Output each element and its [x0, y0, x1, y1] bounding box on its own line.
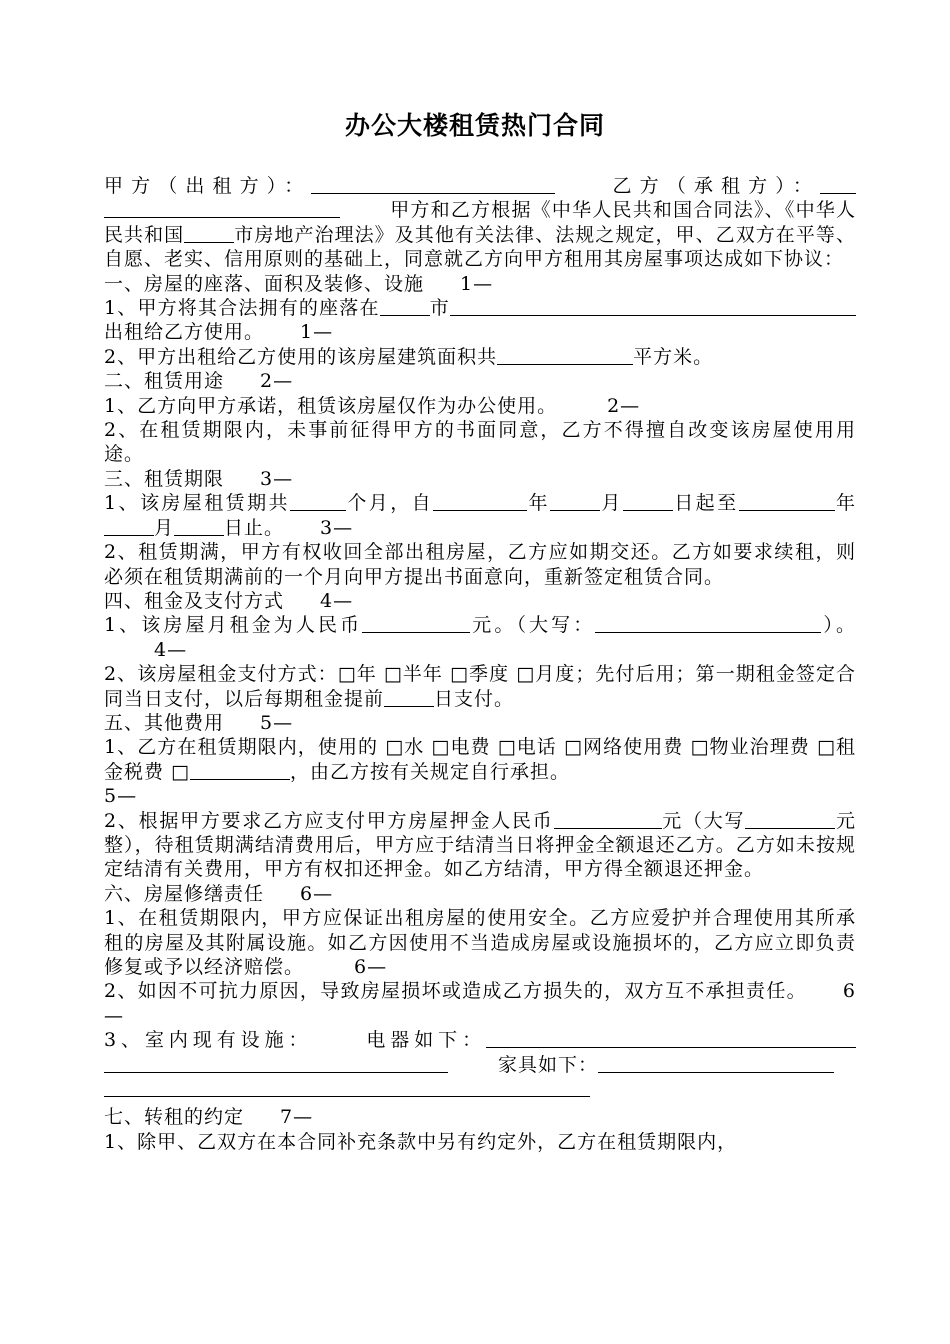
- end-year-blank-2: [813, 492, 835, 511]
- end-year-blank: [739, 492, 813, 511]
- start-month-blank: [550, 492, 600, 511]
- furniture-blank: [598, 1054, 834, 1073]
- area-blank: [497, 346, 633, 365]
- clause-5-1: 1、乙方在租赁期限内，使用的 □水 □电费 □电话 □网络使用费 □物业治理费 □租金税费 □ ，由乙方按有关规定自行承担。 5—: [104, 736, 856, 808]
- clause-1-1: 1、甲方将其合法拥有的座落在 市出租给乙方使用。 1—: [104, 296, 856, 345]
- clause-3-2: 2、租赁期满，甲方有权收回全部出租房屋，乙方应如期交还。乙方如要求续租，则必须在租赁期满前的一个月向甲方提出书面意向，重新签定租赁合同。: [104, 541, 856, 588]
- clause-3-1: 1、该房屋租赁期共 个月，自 年 月 日起至 年月 日止。 3—: [104, 492, 856, 539]
- section-5-heading: 五、其他费用 5—: [104, 711, 294, 734]
- deposit-amount-blank: [554, 810, 662, 829]
- rent-words-blank: [595, 614, 809, 633]
- section-3-heading: 三、租赁期限 3—: [104, 467, 294, 490]
- months-blank: [290, 492, 346, 511]
- clause-4-2: 2、该房屋租金支付方式：□年 □半年 □季度 □月度；先付后用；第一期租金签定合同当日支付，以后每期租金提前 日支付。: [104, 663, 856, 710]
- city-blank: [184, 224, 234, 243]
- deposit-words-blank: [745, 810, 767, 829]
- start-year-blank: [433, 492, 527, 511]
- rent-words-blank-2: [809, 614, 821, 633]
- address-blank-2: [800, 297, 856, 316]
- furniture-blank-2: [104, 1078, 590, 1097]
- address-blank: [450, 297, 800, 316]
- paragraph-parties: [104, 174, 856, 272]
- appliances-blank-2: [104, 1054, 448, 1073]
- preamble-text: 甲方和乙方根据《中华人民共和国合同法》、《中华人民共和国: [104, 199, 856, 246]
- clause-6-1: 1、在租赁期限内，甲方应保证出租房屋的使用安全。乙方应爱护并合理使用其所承租的房屋及其附属设施。如乙方因使用不当造成房屋或设施损坏的，乙方应立即负责修复或予以经济赔偿。 6—: [104, 907, 856, 978]
- clause-5-2: 2、根据甲方要求乙方应支付甲方房屋押金人民币 元（大写 元整），待租赁期满结清费用后，甲方应于结清当日将押金全额退还乙方。乙方如未按规定结清有关费用，甲方有权扣还押金。如乙方结清，甲方得全额退还押金。: [104, 809, 856, 881]
- clause-1-2: 2、甲方出租给乙方使用的该房屋建筑面积共 平方米。: [104, 345, 714, 368]
- appliances-blank: [486, 1029, 856, 1048]
- clause-4-1: 1、该房屋月租金为人民币 元。（大写： ）。4—: [104, 614, 856, 661]
- section-6-heading: 六、房屋修缮责任 6—: [104, 882, 334, 905]
- party-b-label: 乙方（承租方）：: [605, 175, 820, 197]
- location-blank: [380, 297, 430, 316]
- section-1-heading: 一、房屋的座落、面积及装修、设施 1—: [104, 272, 494, 295]
- party-b-blank: [820, 175, 856, 194]
- advance-days-blank: [384, 688, 434, 707]
- party-b-blank-2: [104, 199, 340, 218]
- document-body: [104, 174, 856, 1154]
- clause-2-2: 2、在租赁期限内，未事前征得甲方的书面同意，乙方不得擅自改变该房屋使用用途。: [104, 419, 856, 466]
- clause-6-3: 3、室内现有设施： 电器如下：家具如下：: [104, 1028, 856, 1101]
- party-a-blank: [311, 175, 555, 194]
- section-4-heading: 四、租金及支付方式 4—: [104, 589, 354, 612]
- deposit-words-blank-2: [767, 810, 835, 829]
- end-month-blank: [104, 517, 154, 536]
- section-7-heading: 七、转租的约定 7—: [104, 1106, 314, 1129]
- section-2-heading: 二、租赁用途 2—: [104, 370, 294, 393]
- preamble-text-2: 市房地产治理法》及其他有关法律、法规之规定，甲、乙双方在平等、自愿、老实、信用原则的基础上，同意就乙方向甲方租用其房屋事项达成如下协议：: [104, 223, 856, 271]
- clause-2-1: 1、乙方向甲方承诺，租赁该房屋仅作为办公使用。 2—: [104, 394, 641, 417]
- start-day-blank: [623, 492, 673, 511]
- document-title: 办公大楼租赁热门合同: [344, 111, 605, 140]
- end-day-blank: [174, 517, 224, 536]
- other-fee-blank: [190, 761, 290, 780]
- clause-7-1: 1、除甲、乙双方在本合同补充条款中另有约定外，乙方在租赁期限内，: [104, 1130, 738, 1153]
- party-a-label: 甲方（出租方）：: [104, 175, 312, 197]
- rent-amount-blank: [362, 614, 470, 633]
- clause-6-2: 2、如因不可抗力原因，导致房屋损坏或造成乙方损失的，双方互不承担责任。 6—: [104, 980, 856, 1027]
